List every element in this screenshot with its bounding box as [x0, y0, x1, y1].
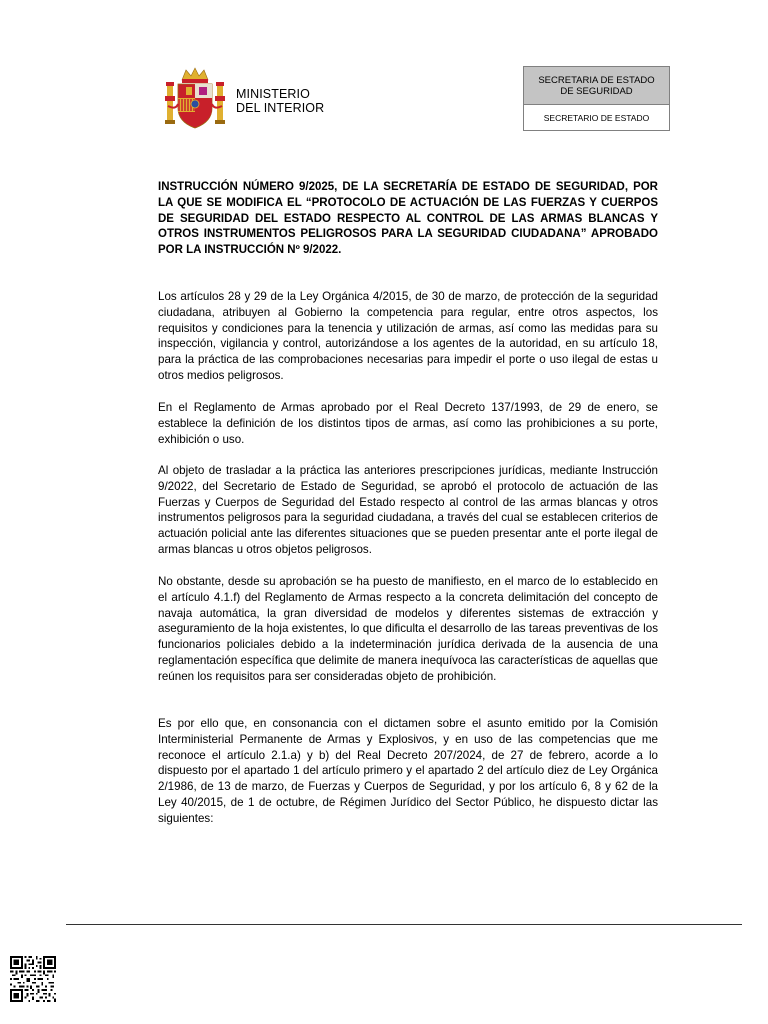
spain-coat-of-arms-icon	[164, 66, 226, 130]
secretariat-line-1: SECRETARIA DE ESTADO	[538, 74, 655, 86]
paragraph-2: En el Reglamento de Armas aprobado por el Real Decreto 137/1993, de 29 de enero, se establece la definición de los distintos tipos de armas, así como las prohibiciones a su porte, exhibición o uso.	[158, 401, 658, 446]
secretariat-line-2: DE SEGURIDAD	[560, 85, 633, 97]
paragraph-4: No obstante, desde su aprobación se ha puesto de manifiesto, en el marco de lo establecido en el artículo 4.1.f) del Reglamento de Armas respecto a la concreta delimitación del concepto de navaja automática, la gran diversidad de modelos y diferentes sistemas de extracción y aseguramiento de la hoja existentes, lo que dificulta el desarrollo de las tareas preventivas de los funcionarios policiales debido a la indeterminación jurídica derivada de la ausencia de una reglamentación específica que delimite de manera inequívoca las características de aquellas que reúnen los requisitos para ser consideradas objeto de prohibición.	[158, 575, 658, 683]
qr-code-icon	[10, 956, 56, 1002]
ministry-line-2: DEL INTERIOR	[236, 101, 325, 115]
secretary-label: SECRETARIO DE ESTADO	[543, 113, 650, 123]
footer-divider	[66, 924, 742, 925]
document-title: INSTRUCCIÓN NÚMERO 9/2025, DE LA SECRETARÍA DE ESTADO DE SEGURIDAD, POR LA QUE SE MODIFICA EL “PROTOCOLO DE ACTUACIÓN DE LAS FUERZAS Y CUERPOS DE SEGURIDAD DEL ESTADO RESPECTO AL CONTROL DE LAS ARMAS BLANCAS Y OTROS INSTRUMENTOS PELIGROSOS PARA LA SEGURIDAD CIUDADANA” APROBADO POR LA INSTRUCCIÓN Nº 9/2022.	[158, 181, 658, 257]
secretariat-box-header	[524, 67, 669, 105]
paragraph-3: Al objeto de trasladar a la práctica las anteriores prescripciones jurídicas, mediante Instrucción 9/2022, del Secretario de Estado de Seguridad, se aprobó el protocolo de actuación de las Fuerzas y Cuerpos de Seguridad del Estado respecto al control de las armas blancas y otros instrumentos peligrosos para la seguridad ciudadana, a través del cual se establecen criterios de actuación policial ante las diferentes situaciones que se pueden presentar ante el porte ilegal de armas blancas u otros objetos peligrosos.	[158, 464, 658, 556]
ministry-name	[236, 87, 324, 115]
paragraph-5: Es por ello que, en consonancia con el dictamen sobre el asunto emitido por la Comisión Interministerial Permanente de Armas y Explosivos, y en uso de las competencias que me reconoce el artículo 2.1.a) y b) del Real Decreto 207/2024, de 27 de febrero, acorde a lo dispuesto por el apartado 1 del artículo primero y el apartado 2 del artículo diez de Ley Orgánica 2/1986, de 13 de marzo, de Fuerzas y Cuerpos de Seguridad, y por los artículo 6, 8 y 62 de la Ley 40/2015, de 1 de octubre, de Régimen Jurídico del Sector Público, he dispuesto dictar las siguientes:	[158, 717, 658, 825]
paragraph-1: Los artículos 28 y 29 de la Ley Orgánica 4/2015, de 30 de marzo, de protección de la seguridad ciudadana, atribuyen al Gobierno la competencia para regular, entre otros aspectos, los requisitos y condiciones para la tenencia y utilización de armas, así como las medidas para su inspección, vigilancia y control, autorizándose a los agentes de la autoridad, en su artículo 18, para la práctica de las comprobaciones necesarias para impedir el porte o uso ilegal de estas u otros medios peligrosos.	[158, 290, 658, 382]
secretariat-box	[523, 66, 670, 131]
ministry-line-1: MINISTERIO	[236, 87, 310, 101]
